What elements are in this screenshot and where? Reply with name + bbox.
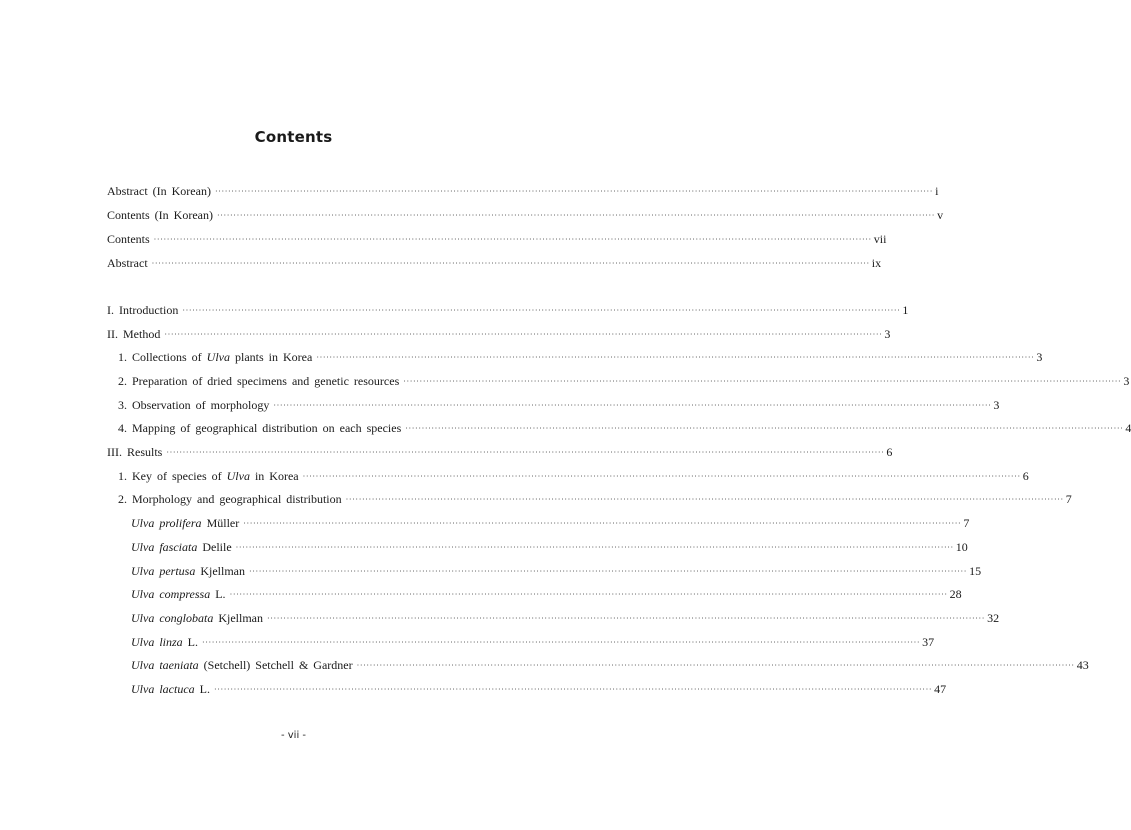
toc-leader-dots: ····························································································································································································································: [214, 685, 933, 694]
toc-entry: [131, 563, 982, 579]
toc-page-number: 28: [949, 587, 962, 601]
toc-page-number: v: [937, 208, 944, 222]
toc-entry-text: III. Results: [107, 445, 163, 459]
toc-entry-title: [107, 207, 213, 223]
toc-page-number: i: [935, 184, 939, 198]
toc-entry-title: [118, 373, 399, 389]
toc-leader-dots: ····························································································································································································································: [243, 519, 962, 528]
toc-entry-title: [118, 349, 312, 365]
toc-entry-text: 4. Mapping of geographical distribution on each species: [118, 421, 402, 435]
toc-entry-title: [107, 326, 160, 342]
toc-entry: [131, 586, 962, 602]
toc-entry-title: [107, 183, 211, 199]
toc-entry-italic-text: Ulva prolifera: [131, 516, 202, 530]
toc-entry-italic-text: Ulva conglobata: [131, 611, 214, 625]
toc-page-number: 3: [1036, 350, 1043, 364]
toc-leader-dots: ····························································································································································································································: [202, 638, 921, 647]
toc-entry-text: I. Introduction: [107, 303, 179, 317]
toc-page-number: 3: [993, 398, 1000, 412]
toc-entry: [107, 255, 882, 271]
toc-entry-italic-text: Ulva compressa: [131, 587, 211, 601]
toc-entry-text: Delile: [197, 540, 232, 554]
toc-entry-title: [118, 491, 342, 507]
toc-leader-dots: ····························································································································································································································: [153, 235, 872, 244]
toc-entry-title: [131, 681, 210, 697]
toc-entry-italic-text: Ulva linza: [131, 635, 183, 649]
toc-entry-text: Kjellman: [213, 611, 263, 625]
toc-page-number: 15: [969, 564, 982, 578]
toc-entry-title: [131, 657, 353, 673]
toc-page-number: 47: [934, 682, 947, 696]
toc-entry-text: Kjellman: [195, 564, 245, 578]
toc-leader-dots: ····························································································································································································································: [248, 567, 968, 576]
toc-entry-text: Contents (In Korean): [107, 208, 213, 222]
toc-leader-dots: ····························································································································································································································: [273, 401, 992, 410]
toc-page-number: 6: [1022, 469, 1029, 483]
toc-page-number: ix: [871, 256, 882, 270]
toc-page-number: 1: [902, 303, 909, 317]
toc-entry-text: Abstract: [107, 256, 148, 270]
toc-entry-text: II. Method: [107, 327, 161, 341]
toc-entry-title: [131, 586, 226, 602]
toc-entry: [118, 420, 1131, 436]
toc-entry: [107, 326, 891, 342]
toc-leader-dots: ····························································································································································································································: [164, 330, 883, 339]
toc-leader-dots: ····························································································································································································································: [235, 543, 954, 552]
toc-leader-dots: ····························································································································································································································: [266, 614, 986, 623]
toc-entry-text: 2. Preparation of dried specimens and genetic resources: [118, 374, 400, 388]
toc-entry-title: [131, 515, 239, 531]
toc-entry: [131, 634, 935, 650]
toc-page-number: 43: [1076, 658, 1089, 672]
toc-entry-italic-text: Ulva fasciata: [131, 540, 198, 554]
toc-entry-text: 1. Collections of: [118, 350, 207, 364]
toc-entry-text: 1. Key of species of: [118, 469, 227, 483]
toc-entry-text: 2. Morphology and geographical distribution: [118, 492, 342, 506]
toc-entry: [107, 183, 939, 199]
toc-entry-title: [107, 231, 150, 247]
toc-page-number: 10: [955, 540, 968, 554]
toc-entry-italic-text: Ulva: [226, 469, 250, 483]
toc-entry-title: [107, 444, 162, 460]
toc-page-number: 7: [1065, 492, 1072, 506]
toc-entry: [118, 349, 1043, 365]
toc-entry-text: Müller: [201, 516, 240, 530]
toc-entry-text: Abstract (In Korean): [107, 184, 211, 198]
toc-entry: [107, 444, 893, 460]
toc-leader-dots: ····························································································································································································································: [403, 377, 1122, 386]
toc-entry-italic-text: Ulva lactuca: [131, 682, 195, 696]
toc-page-number: 37: [922, 635, 935, 649]
toc-entry-title: [118, 397, 269, 413]
toc-page-number: 32: [987, 611, 1000, 625]
toc-page-number: 4: [1125, 421, 1131, 435]
toc-entry-italic-text: Ulva taeniata: [131, 658, 199, 672]
toc-page-number: vii: [873, 232, 887, 246]
toc-leader-dots: ····························································································································································································································: [302, 472, 1021, 481]
toc-entry: [131, 539, 968, 555]
toc-entry: [118, 397, 1000, 413]
toc-entry-text: L.: [182, 635, 199, 649]
toc-leader-dots: ····························································································································································································································: [345, 495, 1064, 504]
toc-entry-title: [131, 610, 263, 626]
toc-entry-text: L.: [194, 682, 210, 696]
toc-entry: [107, 207, 944, 223]
toc-entry: [131, 681, 947, 697]
toc-leader-dots: ····························································································································································································································: [405, 424, 1124, 433]
toc-entry-title: [107, 255, 148, 271]
page-title: Contents: [254, 128, 333, 146]
page-footer: - vii -: [280, 730, 307, 741]
toc-entry-title: [118, 420, 401, 436]
toc-entry-text: in Korea: [249, 469, 299, 483]
toc-leader-dots: ····························································································································································································································: [216, 211, 936, 220]
toc-page-number: 7: [963, 516, 970, 530]
toc-entry-title: [107, 302, 178, 318]
toc-entry: [107, 302, 909, 318]
toc-entry: [131, 657, 1089, 673]
toc-entry-title: [131, 634, 198, 650]
toc-entry: [107, 231, 887, 247]
toc-entry-text: (Setchell) Setchell & Gardner: [198, 658, 353, 672]
toc-leader-dots: ····························································································································································································································: [166, 448, 885, 457]
toc-leader-dots: ····························································································································································································································: [356, 661, 1075, 670]
toc-page-number: 3: [1123, 374, 1130, 388]
toc-page-number: 3: [884, 327, 891, 341]
toc-leader-dots: ····························································································································································································································: [151, 259, 870, 268]
toc-entry-text: Contents: [107, 232, 150, 246]
toc-page-number: 6: [886, 445, 893, 459]
toc-entry: [131, 515, 970, 531]
toc-entry-text: L.: [210, 587, 226, 601]
toc-entry-title: [118, 468, 299, 484]
toc-entry: [118, 468, 1029, 484]
toc-entry-italic-text: Ulva: [206, 350, 230, 364]
toc-leader-dots: ····························································································································································································································: [214, 187, 934, 196]
toc-entry: [131, 610, 1000, 626]
toc-leader-dots: ····························································································································································································································: [316, 353, 1035, 362]
toc-entry-italic-text: Ulva pertusa: [131, 564, 196, 578]
toc-entry-title: [131, 563, 245, 579]
toc-entry-text: 3. Observation of morphology: [118, 398, 270, 412]
toc-entry-title: [131, 539, 232, 555]
toc-entry: [118, 491, 1072, 507]
toc-leader-dots: ····························································································································································································································: [182, 306, 901, 315]
toc-entry-text: plants in Korea: [230, 350, 313, 364]
toc-leader-dots: ····························································································································································································································: [229, 590, 948, 599]
toc-entry: [118, 373, 1130, 389]
